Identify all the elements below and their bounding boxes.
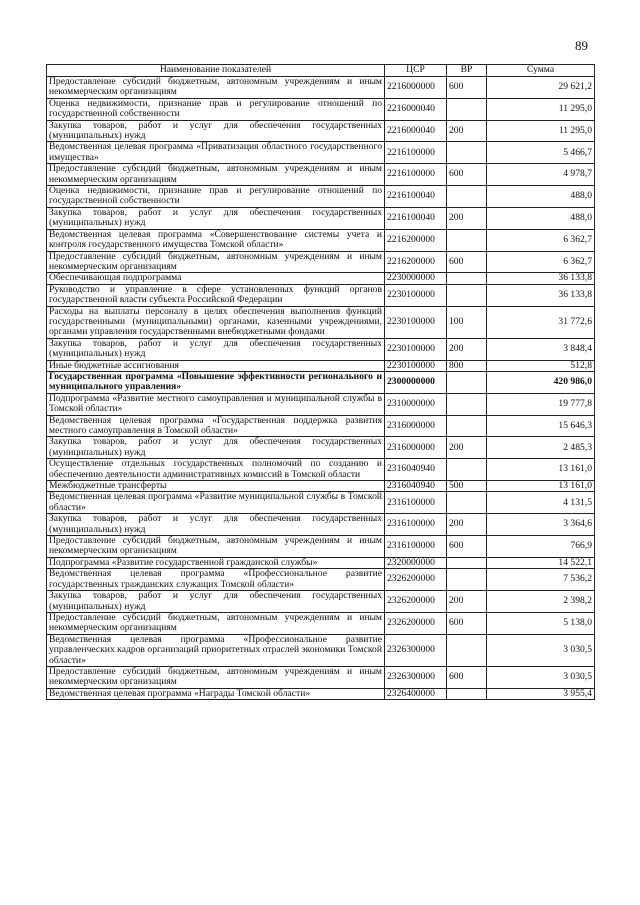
row-name: Предоставление субсидий бюджетным, автономным учреждениям и иным некоммерческим организациям xyxy=(47,251,385,273)
row-code: 2216200000 xyxy=(385,251,447,273)
row-code: 2316000000 xyxy=(385,415,447,437)
row-vr xyxy=(447,557,487,568)
row-vr: 600 xyxy=(447,251,487,273)
table-row xyxy=(47,459,595,481)
row-sum: 488,0 xyxy=(487,186,595,208)
row-sum: 512,8 xyxy=(487,360,595,371)
table-row xyxy=(47,360,595,371)
row-sum: 6 362,7 xyxy=(487,251,595,273)
row-vr xyxy=(447,229,487,251)
row-sum: 3 848,4 xyxy=(487,338,595,360)
row-code: 2326400000 xyxy=(385,688,447,699)
row-vr xyxy=(447,569,487,591)
row-code: 2316100000 xyxy=(385,492,447,514)
table-row xyxy=(47,273,595,284)
row-sum: 6 362,7 xyxy=(487,229,595,251)
row-sum: 766,9 xyxy=(487,536,595,558)
row-sum: 11 295,0 xyxy=(487,98,595,120)
table-row xyxy=(47,371,595,393)
row-sum: 2 485,3 xyxy=(487,437,595,459)
row-sum: 7 536,2 xyxy=(487,569,595,591)
table-row xyxy=(47,481,595,492)
table-row xyxy=(47,186,595,208)
row-vr: 500 xyxy=(447,481,487,492)
row-code: 2216100000 xyxy=(385,164,447,186)
table-row xyxy=(47,634,595,666)
row-sum: 29 621,2 xyxy=(487,77,595,99)
row-name: Ведомственная целевая программа «Награды Томской области» xyxy=(47,688,385,699)
row-code: 2230100000 xyxy=(385,338,447,360)
row-code: 2326300000 xyxy=(385,634,447,666)
row-code: 2326200000 xyxy=(385,612,447,634)
row-name: Предоставление субсидий бюджетным, автономным учреждениям и иным некоммерческим организациям xyxy=(47,536,385,558)
row-code: 2310000000 xyxy=(385,393,447,415)
table-row xyxy=(47,77,595,99)
row-sum: 36 133,8 xyxy=(487,273,595,284)
row-name: Ведомственная целевая программа «Развитие муниципальной службы в Томской области» xyxy=(47,492,385,514)
row-vr: 200 xyxy=(447,338,487,360)
table-header-row xyxy=(47,65,595,77)
row-sum: 5 138,0 xyxy=(487,612,595,634)
budget-table xyxy=(46,64,595,700)
row-vr: 800 xyxy=(447,360,487,371)
row-vr xyxy=(447,688,487,699)
row-sum: 3 955,4 xyxy=(487,688,595,699)
row-code: 2326200000 xyxy=(385,591,447,613)
row-name: Ведомственная целевая программа «Государственная поддержка развития местного самоуправления в Томской области» xyxy=(47,415,385,437)
row-vr: 200 xyxy=(447,120,487,142)
row-vr: 600 xyxy=(447,77,487,99)
row-sum: 36 133,8 xyxy=(487,284,595,306)
row-name: Закупка товаров, работ и услуг для обеспечения государственных (муниципальных) нужд xyxy=(47,514,385,536)
row-name: Осуществление отдельных государственных полномочий по созданию и обеспечению деятельности административных комиссий в Томской области xyxy=(47,459,385,481)
row-vr: 600 xyxy=(447,612,487,634)
row-vr xyxy=(447,273,487,284)
row-code: 2316100000 xyxy=(385,514,447,536)
row-sum: 15 646,3 xyxy=(487,415,595,437)
header-sum: Сумма xyxy=(487,65,595,77)
row-code: 2316040940 xyxy=(385,459,447,481)
row-name: Предоставление субсидий бюджетным, автономным учреждениям и иным некоммерческим организациям xyxy=(47,164,385,186)
table-body xyxy=(47,77,595,700)
table-row xyxy=(47,120,595,142)
row-sum: 420 986,0 xyxy=(487,371,595,393)
table-row xyxy=(47,98,595,120)
row-vr: 200 xyxy=(447,437,487,459)
row-name: Предоставление субсидий бюджетным, автономным учреждениям и иным некоммерческим организациям xyxy=(47,666,385,688)
table-row xyxy=(47,284,595,306)
row-vr xyxy=(447,393,487,415)
row-sum: 3 364,6 xyxy=(487,514,595,536)
table-row xyxy=(47,142,595,164)
row-code: 2230100000 xyxy=(385,360,447,371)
row-vr xyxy=(447,186,487,208)
row-sum: 2 398,2 xyxy=(487,591,595,613)
row-name: Предоставление субсидий бюджетным, автономным учреждениям и иным некоммерческим организациям xyxy=(47,612,385,634)
row-sum: 4 978,7 xyxy=(487,164,595,186)
row-vr: 200 xyxy=(447,207,487,229)
row-name: Ведомственная целевая программа «Профессиональное развитие государственных гражданских служащих Томской области» xyxy=(47,569,385,591)
row-name: Подпрограмма «Развитие местного самоуправления и муниципальной службы в Томской области» xyxy=(47,393,385,415)
row-code: 2320000000 xyxy=(385,557,447,568)
row-code: 2230000000 xyxy=(385,273,447,284)
table-row xyxy=(47,207,595,229)
row-vr xyxy=(447,634,487,666)
row-code: 2216000000 xyxy=(385,77,447,99)
row-name: Государственная программа «Повышение эффективности регионального и муниципального управления» xyxy=(47,371,385,393)
table-row xyxy=(47,514,595,536)
row-vr: 600 xyxy=(447,666,487,688)
row-code: 2216000040 xyxy=(385,120,447,142)
table-row xyxy=(47,251,595,273)
row-name: Ведомственная целевая программа «Профессиональное развитие управленческих кадров организаций приоритетных отраслей экономики Томской области» xyxy=(47,634,385,666)
page-number: 89 xyxy=(575,38,588,53)
row-sum: 4 131,5 xyxy=(487,492,595,514)
row-name: Закупка товаров, работ и услуг для обеспечения государственных (муниципальных) нужд xyxy=(47,591,385,613)
header-vr: ВР xyxy=(447,65,487,77)
row-name: Оценка недвижимости, признание прав и регулирование отношений по государственной собственности xyxy=(47,186,385,208)
row-vr: 600 xyxy=(447,164,487,186)
row-sum: 3 030,5 xyxy=(487,634,595,666)
row-sum: 13 161,0 xyxy=(487,459,595,481)
table-row xyxy=(47,557,595,568)
row-sum: 5 466,7 xyxy=(487,142,595,164)
row-name: Подпрограмма «Развитие государственной гражданской службы» xyxy=(47,557,385,568)
row-code: 2230100000 xyxy=(385,306,447,338)
row-name: Закупка товаров, работ и услуг для обеспечения государственных (муниципальных) нужд xyxy=(47,437,385,459)
header-code: ЦСР xyxy=(385,65,447,77)
row-name: Закупка товаров, работ и услуг для обеспечения государственных (муниципальных) нужд xyxy=(47,207,385,229)
row-name: Оценка недвижимости, признание прав и регулирование отношений по государственной собственности xyxy=(47,98,385,120)
row-vr xyxy=(447,459,487,481)
row-code: 2216100040 xyxy=(385,186,447,208)
row-vr xyxy=(447,492,487,514)
row-vr xyxy=(447,142,487,164)
row-name: Ведомственная целевая программа «Приватизация областного государственного имущества» xyxy=(47,142,385,164)
row-code: 2316100000 xyxy=(385,536,447,558)
table-row xyxy=(47,492,595,514)
table-row xyxy=(47,666,595,688)
row-sum: 3 030,5 xyxy=(487,666,595,688)
row-code: 2316040940 xyxy=(385,481,447,492)
row-sum: 31 772,6 xyxy=(487,306,595,338)
table-row xyxy=(47,415,595,437)
row-sum: 11 295,0 xyxy=(487,120,595,142)
row-sum: 488,0 xyxy=(487,207,595,229)
table-row xyxy=(47,338,595,360)
row-code: 2326200000 xyxy=(385,569,447,591)
row-name: Иные бюджетные ассигнования xyxy=(47,360,385,371)
row-sum: 14 522,1 xyxy=(487,557,595,568)
row-code: 2216200000 xyxy=(385,229,447,251)
table-row xyxy=(47,306,595,338)
row-vr: 200 xyxy=(447,514,487,536)
row-name: Межбюджетные трансферты xyxy=(47,481,385,492)
table-row xyxy=(47,688,595,699)
row-vr xyxy=(447,284,487,306)
row-name: Расходы на выплаты персоналу в целях обеспечения выполнения функций государственными (муниципальными) органами, казенными учреждениями, органами управления государственными внебюджетными фондами xyxy=(47,306,385,338)
row-sum: 13 161,0 xyxy=(487,481,595,492)
row-vr: 600 xyxy=(447,536,487,558)
table-row xyxy=(47,229,595,251)
table-row xyxy=(47,393,595,415)
row-name: Обеспечивающая подпрограмма xyxy=(47,273,385,284)
table-row xyxy=(47,591,595,613)
row-vr: 200 xyxy=(447,591,487,613)
header-name: Наименование показателей xyxy=(47,65,385,77)
row-vr xyxy=(447,98,487,120)
row-name: Ведомственная целевая программа «Совершенствование системы учета и контроля государственного имущества Томской области» xyxy=(47,229,385,251)
row-name: Закупка товаров, работ и услуг для обеспечения государственных (муниципальных) нужд xyxy=(47,120,385,142)
row-vr: 100 xyxy=(447,306,487,338)
table-row xyxy=(47,569,595,591)
row-code: 2326300000 xyxy=(385,666,447,688)
row-code: 2216100040 xyxy=(385,207,447,229)
row-code: 2216000040 xyxy=(385,98,447,120)
table-row xyxy=(47,164,595,186)
row-sum: 19 777,8 xyxy=(487,393,595,415)
row-code: 2316000000 xyxy=(385,437,447,459)
row-code: 2300000000 xyxy=(385,371,447,393)
row-vr xyxy=(447,371,487,393)
row-name: Предоставление субсидий бюджетным, автономным учреждениям и иным некоммерческим организациям xyxy=(47,77,385,99)
row-code: 2216100000 xyxy=(385,142,447,164)
table-row xyxy=(47,437,595,459)
row-vr xyxy=(447,415,487,437)
row-name: Закупка товаров, работ и услуг для обеспечения государственных (муниципальных) нужд xyxy=(47,338,385,360)
row-name: Руководство и управление в сфере установленных функций органов государственной власти субъекта Российской Федерации xyxy=(47,284,385,306)
table-row xyxy=(47,612,595,634)
row-code: 2230100000 xyxy=(385,284,447,306)
table-row xyxy=(47,536,595,558)
